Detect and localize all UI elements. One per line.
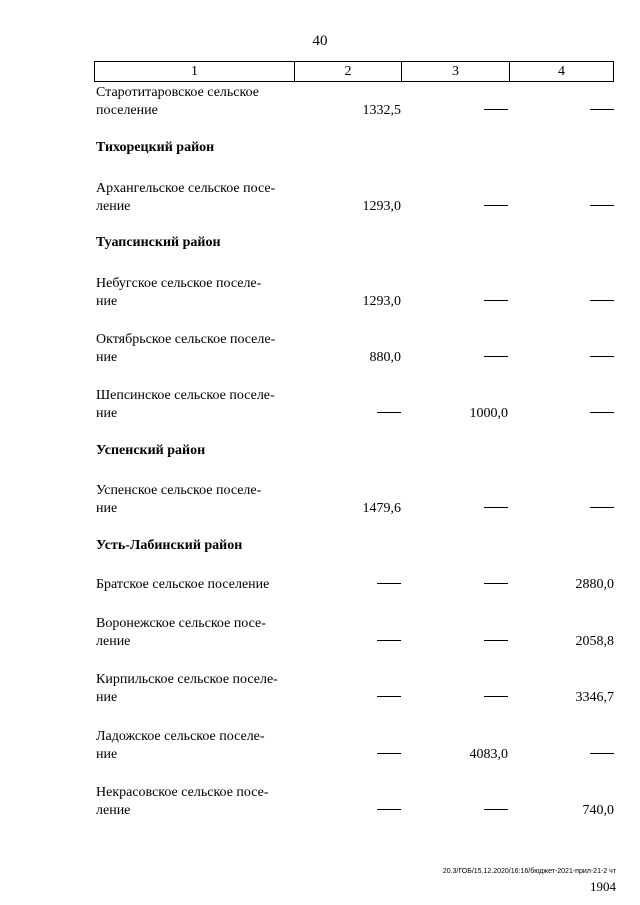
empty-value-dash: [408, 198, 508, 216]
empty-value-dash: [408, 293, 508, 311]
settlement-name-line: ние: [96, 294, 118, 309]
column-header-row: [94, 61, 614, 82]
amount-value: 740,0: [582, 803, 614, 818]
settlement-name: [96, 331, 296, 367]
dash-mark: [377, 753, 401, 754]
empty-value-dash: [301, 633, 401, 651]
dash-mark: [590, 507, 614, 508]
settlement-name-line: поселение: [96, 103, 158, 118]
empty-value-dash: [408, 102, 508, 120]
column-header-4: 4: [558, 64, 565, 79]
district-heading: Усть-Лабинский район: [96, 538, 243, 553]
settlement-name: [96, 615, 296, 651]
empty-value-dash: [514, 198, 614, 216]
settlement-name-line: Братское сельское поселение: [96, 577, 270, 592]
page-number: 40: [312, 33, 328, 49]
column-header-1: 1: [95, 62, 295, 81]
settlement-name-line: ние: [96, 501, 118, 516]
settlement-name: [96, 671, 296, 707]
settlement-name: [96, 84, 296, 120]
settlement-name: [96, 728, 296, 764]
dash-mark: [377, 412, 401, 413]
dash-mark: [590, 205, 614, 206]
footer-sheet-number: 1904: [590, 879, 616, 894]
settlement-name-line: ние: [96, 350, 118, 365]
settlement-name-line: Шепсинское сельское поселе-: [96, 388, 275, 403]
settlement-name: [96, 576, 296, 594]
settlement-name-line: Воронежское сельское посе-: [96, 616, 266, 631]
district-heading: Тихорецкий район: [96, 140, 215, 155]
empty-value-dash: [408, 633, 508, 651]
empty-value-dash: [408, 500, 508, 518]
column-header-2: 2: [295, 62, 402, 81]
empty-value-dash: [301, 405, 401, 423]
empty-value-dash: [301, 746, 401, 764]
settlement-name-line: Некрасовское сельское посе-: [96, 785, 269, 800]
dash-mark: [590, 109, 614, 110]
settlement-name-line: Архангельское сельское посе-: [96, 181, 276, 196]
amount-value: 1332,5: [362, 103, 401, 118]
dash-mark: [377, 640, 401, 641]
amount-value: 880,0: [369, 350, 401, 365]
dash-mark: [590, 356, 614, 357]
settlement-name-line: ление: [96, 803, 131, 818]
amount-value: 1293,0: [362, 294, 401, 309]
empty-value-dash: [514, 293, 614, 311]
settlement-name-line: Ладожское сельское поселе-: [96, 729, 265, 744]
settlement-name-line: Успенское сельское поселе-: [96, 483, 262, 498]
amount-value: 1000,0: [469, 406, 508, 421]
settlement-name-line: ние: [96, 747, 118, 762]
settlement-name-line: Небугское сельское поселе-: [96, 276, 262, 291]
settlement-name-line: Старотитаровское сельское: [96, 85, 259, 100]
dash-mark: [484, 356, 508, 357]
settlement-name: [96, 180, 296, 216]
dash-mark: [377, 696, 401, 697]
settlement-name-line: ление: [96, 199, 131, 214]
footer-document-code: 20.3/ГОБ/15.12.2020/16:16/бюджет-2021-прил-21-2 чт: [442, 868, 616, 875]
settlement-name: [96, 784, 296, 820]
empty-value-dash: [408, 349, 508, 367]
amount-value: 1479,6: [362, 501, 401, 516]
dash-mark: [484, 583, 508, 584]
column-header-3: 3: [402, 62, 510, 81]
empty-value-dash: [514, 500, 614, 518]
dash-mark: [484, 696, 508, 697]
settlement-name-line: Октябрьское сельское поселе-: [96, 332, 276, 347]
amount-value: 4083,0: [469, 747, 508, 762]
amount-value: 2058,8: [575, 634, 614, 649]
dash-mark: [590, 753, 614, 754]
empty-value-dash: [408, 689, 508, 707]
dash-mark: [484, 205, 508, 206]
amount-value: 2880,0: [575, 577, 614, 592]
settlement-name: [96, 482, 296, 518]
settlement-name-line: Кирпильское сельское поселе-: [96, 672, 278, 687]
dash-mark: [484, 507, 508, 508]
dash-mark: [484, 109, 508, 110]
amount-value: 1293,0: [362, 199, 401, 214]
empty-value-dash: [301, 802, 401, 820]
empty-value-dash: [301, 689, 401, 707]
amount-value: 3346,7: [575, 690, 614, 705]
empty-value-dash: [301, 576, 401, 594]
dash-mark: [590, 412, 614, 413]
dash-mark: [590, 300, 614, 301]
settlement-name-line: ние: [96, 690, 118, 705]
district-heading: Успенский район: [96, 443, 206, 458]
settlement-name: [96, 275, 296, 311]
empty-value-dash: [514, 405, 614, 423]
dash-mark: [377, 809, 401, 810]
settlement-name-line: ние: [96, 406, 118, 421]
settlement-name: [96, 387, 296, 423]
dash-mark: [484, 300, 508, 301]
empty-value-dash: [408, 576, 508, 594]
district-heading: Туапсинский район: [96, 235, 221, 250]
empty-value-dash: [408, 802, 508, 820]
dash-mark: [377, 583, 401, 584]
empty-value-dash: [514, 102, 614, 120]
empty-value-dash: [514, 349, 614, 367]
settlement-name-line: ление: [96, 634, 131, 649]
empty-value-dash: [514, 746, 614, 764]
dash-mark: [484, 809, 508, 810]
dash-mark: [484, 640, 508, 641]
